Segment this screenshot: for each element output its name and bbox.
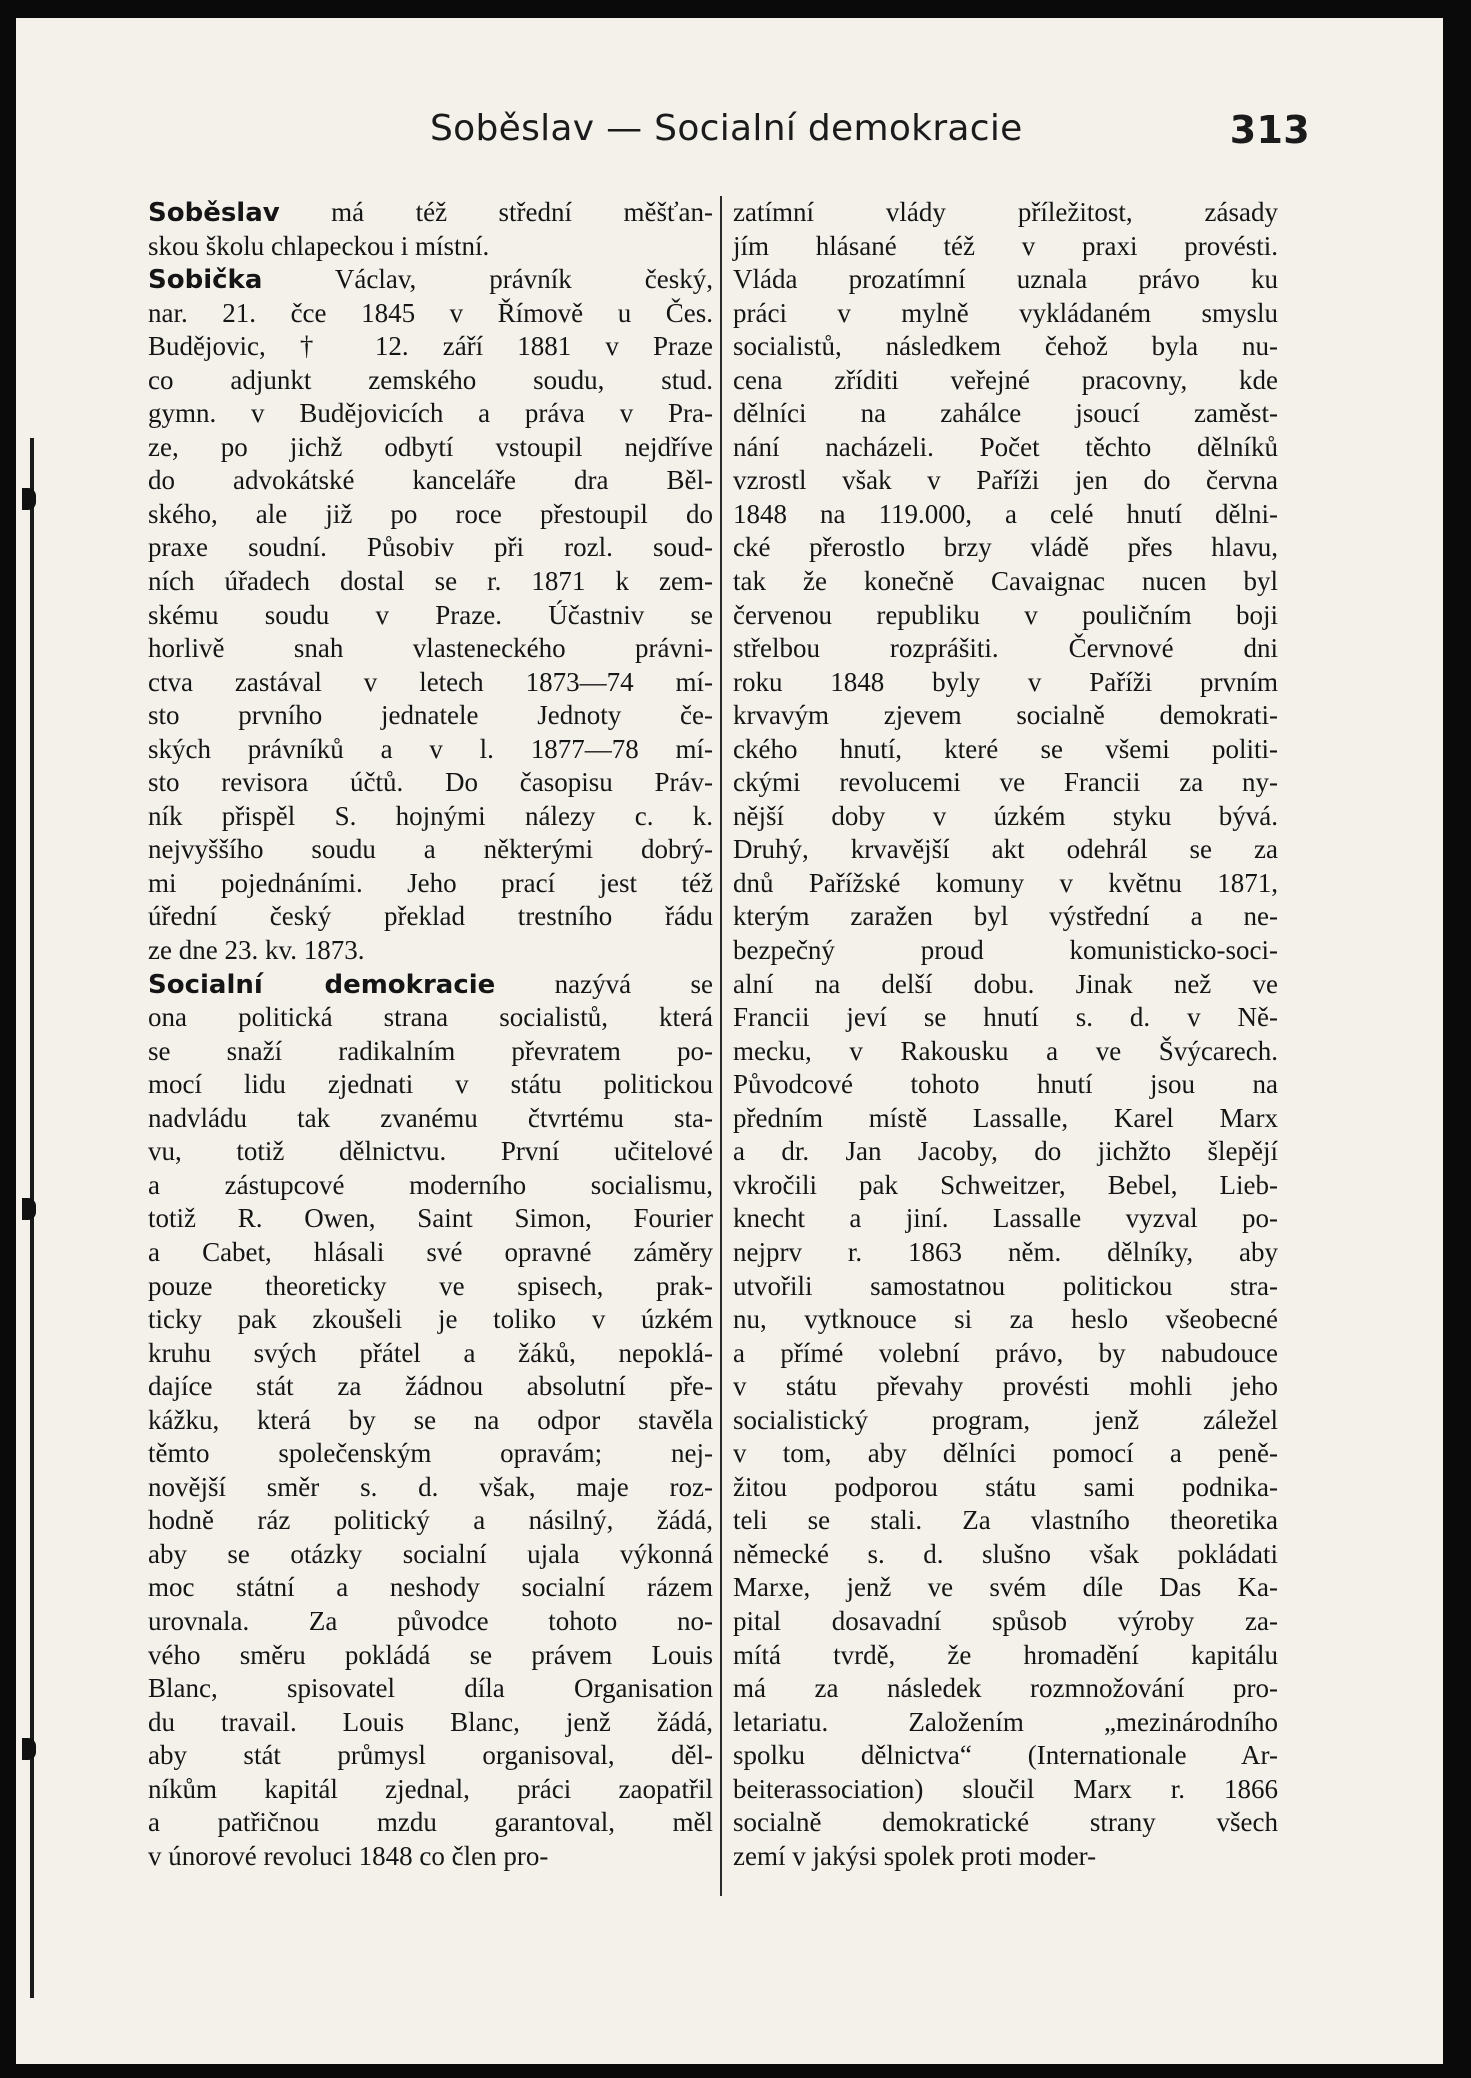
- text-line: [733, 1806, 1278, 1840]
- line-text: jím hlásané též v praxi provésti.: [733, 230, 1278, 261]
- text-line: [733, 800, 1278, 834]
- line-text: má též střední měšťan-: [279, 197, 713, 227]
- line-text: urovnala. Za původce tohoto no-: [148, 1605, 713, 1636]
- line-text: v tom, aby dělníci pomocí a peně-: [733, 1438, 1278, 1469]
- line-text: nar. 21. čce 1845 v Římově u Čes.: [148, 297, 713, 328]
- text-line: [733, 1135, 1278, 1169]
- line-text: ona politická strana socialistů, která: [148, 1002, 713, 1033]
- line-text: těmto společenským opravám; nej-: [148, 1438, 713, 1469]
- text-line: [733, 1236, 1278, 1270]
- header-title: Soběslav — Socialní demokracie: [430, 108, 1023, 149]
- text-line: [148, 1303, 713, 1337]
- line-text: totiž R. Owen, Saint Simon, Fourier: [148, 1203, 713, 1234]
- line-text: níkům kapitál zjednal, práci zaopatřil: [148, 1773, 713, 1804]
- text-line: [733, 1706, 1278, 1740]
- line-text: žitou podporou státu sami podnika-: [733, 1471, 1278, 1502]
- text-line: [148, 498, 713, 532]
- line-text: gymn. v Budějovicích a práva v Pra-: [148, 398, 713, 429]
- text-line: [733, 766, 1278, 800]
- line-text: pital dosavadní spůsob výroby za-: [733, 1605, 1278, 1636]
- text-line: [733, 1169, 1278, 1203]
- line-text: střelbou rozprášiti. Červnové dni: [733, 633, 1278, 664]
- text-line: [148, 1404, 713, 1438]
- text-line: [148, 1571, 713, 1605]
- left-column: [148, 196, 713, 1873]
- text-line: [148, 1773, 713, 1807]
- text-line: [148, 766, 713, 800]
- text-line: [733, 1773, 1278, 1807]
- right-column: [733, 196, 1278, 1873]
- line-text: aby se otázky socialní ujala výkonná: [148, 1538, 713, 1569]
- line-text: se snaží radikalním převratem po-: [148, 1035, 713, 1066]
- line-text: nazývá se: [495, 968, 713, 999]
- line-text: zemí v jakýsi spolek proti moder-: [733, 1840, 1097, 1871]
- page-number: 313: [1229, 108, 1310, 152]
- text-line: [733, 531, 1278, 565]
- line-text: ze, po jichž odbytí vstoupil nejdříve: [148, 431, 713, 462]
- line-text: do advokátské kanceláře dra Běl-: [148, 465, 713, 496]
- line-text: vého směru pokládá se právem Louis: [148, 1639, 713, 1670]
- line-text: nejprv r. 1863 něm. dělníky, aby: [733, 1236, 1278, 1267]
- text-line: [733, 498, 1278, 532]
- text-line: [733, 1202, 1278, 1236]
- text-line: [148, 1471, 713, 1505]
- text-line: [148, 900, 713, 934]
- line-text: ních úřadech dostal se r. 1871 k zem-: [148, 566, 713, 597]
- line-text: cké přerostlo brzy vládě přes hlavu,: [733, 532, 1278, 563]
- line-text: hodně ráz politický a násilný, žádá,: [148, 1505, 713, 1536]
- text-line: [733, 1672, 1278, 1706]
- text-line: [733, 1739, 1278, 1773]
- text-line: [148, 699, 713, 733]
- line-text: Původcové tohoto hnutí jsou na: [733, 1069, 1278, 1100]
- text-line: [148, 1135, 713, 1169]
- line-text: socialistů, následkem čehož byla nu-: [733, 331, 1278, 362]
- line-text: ticky pak zkoušeli je toliko v úzkém: [148, 1304, 713, 1335]
- text-line: [733, 1605, 1278, 1639]
- text-line: [733, 1504, 1278, 1538]
- text-line: [733, 565, 1278, 599]
- text-line: [733, 1471, 1278, 1505]
- text-line: [733, 1840, 1278, 1874]
- text-line: [733, 263, 1278, 297]
- text-line: [733, 1337, 1278, 1371]
- text-line: [733, 1303, 1278, 1337]
- text-line: [148, 733, 713, 767]
- line-text: vu, totiž dělnictvu. První učitelové: [148, 1136, 713, 1167]
- text-line: [148, 1337, 713, 1371]
- line-text: socialistický program, jenž záležel: [733, 1404, 1278, 1435]
- text-line: [148, 531, 713, 565]
- text-line: [733, 1068, 1278, 1102]
- text-line: [148, 1538, 713, 1572]
- line-text: sto revisora účtů. Do časopisu Práv-: [148, 767, 713, 798]
- line-text: cena zříditi veřejné pracovny, kde: [733, 364, 1278, 395]
- line-text: mi pojednáními. Jeho prací jest též: [148, 867, 713, 898]
- text-line: [733, 1370, 1278, 1404]
- text-line: [148, 1806, 713, 1840]
- line-text: předním místě Lassalle, Karel Marx: [733, 1102, 1278, 1133]
- entry-headword: Socialní demokracie: [148, 969, 496, 1000]
- text-line: [148, 1437, 713, 1471]
- line-text: a patřičnou mzdu garantoval, měl: [148, 1807, 713, 1838]
- text-line: [148, 1672, 713, 1706]
- line-text: ník přispěl S. hojnými nálezy c. k.: [148, 800, 713, 831]
- text-line: [733, 1035, 1278, 1069]
- text-line: [148, 1202, 713, 1236]
- line-text: moc státní a neshody socialní rázem: [148, 1572, 713, 1603]
- line-text: roku 1848 byly v Paříži prvním: [733, 666, 1278, 697]
- text-line: [148, 632, 713, 666]
- line-text: dajíce stát za žádnou absolutní pře-: [148, 1371, 713, 1402]
- text-line: [148, 1504, 713, 1538]
- text-line: [733, 632, 1278, 666]
- text-line: [733, 230, 1278, 264]
- line-text: dělníci na zahálce jsoucí zaměst-: [733, 398, 1278, 429]
- text-line: [733, 364, 1278, 398]
- line-text: ského, ale již po roce přestoupil do: [148, 498, 713, 529]
- text-line: [733, 900, 1278, 934]
- line-text: v únorové revoluci 1848 co člen pro-: [148, 1840, 549, 1871]
- line-text: Marxe, jenž ve svém díle Das Ka-: [733, 1572, 1278, 1603]
- text-line: [148, 1605, 713, 1639]
- text-line: [148, 196, 713, 230]
- text-line: [733, 464, 1278, 498]
- text-line: [148, 1270, 713, 1304]
- line-text: spolku dělnictva“ (Internationale Ar-: [733, 1740, 1278, 1771]
- text-line: [733, 599, 1278, 633]
- binding-notch: [22, 488, 36, 510]
- line-text: tak že konečně Cavaignac nucen byl: [733, 566, 1278, 597]
- line-text: a zástupcové moderního socialismu,: [148, 1169, 713, 1200]
- line-text: alní na delší dobu. Jinak než ve: [733, 968, 1278, 999]
- line-text: má za následek rozmnožování pro-: [733, 1673, 1278, 1704]
- text-line: [148, 1001, 713, 1035]
- line-text: praxe soudní. Působiv při rozl. soud-: [148, 532, 713, 563]
- line-text: beiterassociation) sloučil Marx r. 1866: [733, 1773, 1278, 1804]
- text-line: [733, 1102, 1278, 1136]
- text-line: [733, 699, 1278, 733]
- line-text: vkročili pak Schweitzer, Bebel, Lieb-: [733, 1169, 1278, 1200]
- text-line: [733, 1437, 1278, 1471]
- line-text: mítá tvrdě, že hromadění kapitálu: [733, 1639, 1278, 1670]
- line-text: a přímé volební právo, by nabudouce: [733, 1337, 1278, 1368]
- text-line: [148, 230, 713, 264]
- text-line: [733, 833, 1278, 867]
- line-text: německé s. d. slušno však pokládati: [733, 1538, 1278, 1569]
- line-text: zatímní vlády příležitost, zásady: [733, 197, 1278, 227]
- text-line: [148, 934, 713, 968]
- line-text: úřední český překlad trestního řádu: [148, 901, 713, 932]
- line-text: vzrostl však v Paříži jen do června: [733, 465, 1278, 496]
- binding-notch: [22, 1738, 36, 1760]
- text-line: [733, 1571, 1278, 1605]
- line-text: kážku, která by se na odpor stavěla: [148, 1404, 713, 1435]
- text-line: [148, 1102, 713, 1136]
- text-line: [148, 431, 713, 465]
- line-text: kruhu svých přátel a žáků, nepoklá-: [148, 1337, 713, 1368]
- line-text: Budějovic, † 12. září 1881 v Praze: [148, 331, 713, 362]
- line-text: mocí lidu zjednati v státu politickou: [148, 1069, 713, 1100]
- line-text: du travail. Louis Blanc, jenž žádá,: [148, 1706, 713, 1737]
- line-text: horlivě snah vlasteneckého právni-: [148, 633, 713, 664]
- text-line: [733, 867, 1278, 901]
- line-text: ckého hnutí, které se všemi politi-: [733, 733, 1278, 764]
- text-line: [148, 867, 713, 901]
- text-line: [148, 968, 713, 1002]
- text-line: [148, 1169, 713, 1203]
- line-text: a dr. Jan Jacoby, do jichžto šlepějí: [733, 1136, 1278, 1167]
- text-line: [148, 330, 713, 364]
- line-text: ze dne 23. kv. 1873.: [148, 935, 365, 966]
- text-line: [733, 1404, 1278, 1438]
- line-text: kterým zaražen byl výstřední a ne-: [733, 901, 1278, 932]
- text-line: [148, 800, 713, 834]
- line-text: nu, vytknouce si za heslo všeobecné: [733, 1304, 1278, 1335]
- text-line: [148, 1236, 713, 1270]
- line-text: ckými revolucemi ve Francii za ny-: [733, 767, 1278, 798]
- line-text: novější směr s. d. však, maje roz-: [148, 1471, 713, 1502]
- line-text: a Cabet, hlásali své opravné záměry: [148, 1236, 713, 1267]
- text-line: [148, 364, 713, 398]
- text-line: [733, 196, 1278, 230]
- line-text: nání nacházeli. Počet těchto dělníků: [733, 431, 1278, 462]
- line-text: Václav, právník český,: [262, 264, 713, 295]
- text-line: [148, 666, 713, 700]
- text-line: [733, 666, 1278, 700]
- line-text: Vláda prozatímní uznala právo ku: [733, 264, 1278, 295]
- text-line: [733, 1270, 1278, 1304]
- line-text: mecku, v Rakousku a ve Švýcarech.: [733, 1035, 1278, 1066]
- line-text: v státu převahy provésti mohli jeho: [733, 1371, 1278, 1402]
- text-line: [733, 397, 1278, 431]
- line-text: dnů Pařížské komuny v květnu 1871,: [733, 867, 1278, 898]
- line-text: nější doby v úzkém styku bývá.: [733, 800, 1278, 831]
- line-text: krvavým zjevem socialně demokrati-: [733, 700, 1278, 731]
- line-text: Druhý, krvavější akt odehrál se za: [733, 834, 1278, 865]
- text-line: [148, 1068, 713, 1102]
- entry-headword: Soběslav: [148, 198, 280, 228]
- text-line: [148, 464, 713, 498]
- text-line: [148, 1739, 713, 1773]
- line-text: skou školu chlapeckou i místní.: [148, 230, 490, 261]
- running-header: [410, 108, 1310, 158]
- text-line: [733, 733, 1278, 767]
- line-text: socialně demokratické strany všech: [733, 1807, 1278, 1838]
- text-line: [148, 397, 713, 431]
- text-line: [148, 599, 713, 633]
- text-line: [148, 833, 713, 867]
- line-text: Francii jeví se hnutí s. d. v Ně-: [733, 1002, 1278, 1033]
- line-text: 1848 na 119.000, a celé hnutí dělni-: [733, 498, 1278, 529]
- line-text: červenou republiku v pouličním boji: [733, 599, 1278, 630]
- text-line: [733, 330, 1278, 364]
- line-text: ských právníků a v l. 1877—78 mí-: [148, 733, 713, 764]
- text-line: [148, 263, 713, 297]
- line-text: nejvyššího soudu a některými dobrý-: [148, 834, 713, 865]
- text-line: [148, 1706, 713, 1740]
- line-text: bezpečný proud komunisticko-soci-: [733, 935, 1278, 966]
- line-text: teli se stali. Za vlastního theoretika: [733, 1505, 1278, 1536]
- line-text: nadvládu tak zvanému čtvrtému sta-: [148, 1102, 713, 1133]
- line-text: Blanc, spisovatel díla Organisation: [148, 1673, 713, 1704]
- text-line: [148, 565, 713, 599]
- line-text: utvořili samostatnou politickou stra-: [733, 1270, 1278, 1301]
- line-text: co adjunkt zemského soudu, stud.: [148, 364, 713, 395]
- text-line: [148, 1370, 713, 1404]
- text-line: [733, 297, 1278, 331]
- text-line: [733, 1639, 1278, 1673]
- text-line: [733, 1001, 1278, 1035]
- text-line: [148, 297, 713, 331]
- binding-notch: [22, 1198, 36, 1220]
- line-text: pouze theoreticky ve spisech, prak-: [148, 1270, 713, 1301]
- line-text: sto prvního jednatele Jednoty če-: [148, 700, 713, 731]
- text-line: [733, 1538, 1278, 1572]
- line-text: aby stát průmysl organisoval, děl-: [148, 1740, 713, 1771]
- line-text: skému soudu v Praze. Účastniv se: [148, 599, 713, 630]
- entry-headword: Sobička: [148, 265, 263, 296]
- line-text: knecht a jiní. Lassalle vyzval po-: [733, 1203, 1278, 1234]
- line-text: ctva zastával v letech 1873—74 mí-: [148, 666, 713, 697]
- text-line: [148, 1035, 713, 1069]
- text-line: [733, 968, 1278, 1002]
- column-divider: [720, 196, 722, 1896]
- text-line: [733, 431, 1278, 465]
- line-text: práci v mylně vykládaném smyslu: [733, 297, 1278, 328]
- text-line: [148, 1639, 713, 1673]
- line-text: letariatu. Založením „mezinárodního: [733, 1706, 1278, 1737]
- text-line: [733, 934, 1278, 968]
- text-line: [148, 1840, 713, 1874]
